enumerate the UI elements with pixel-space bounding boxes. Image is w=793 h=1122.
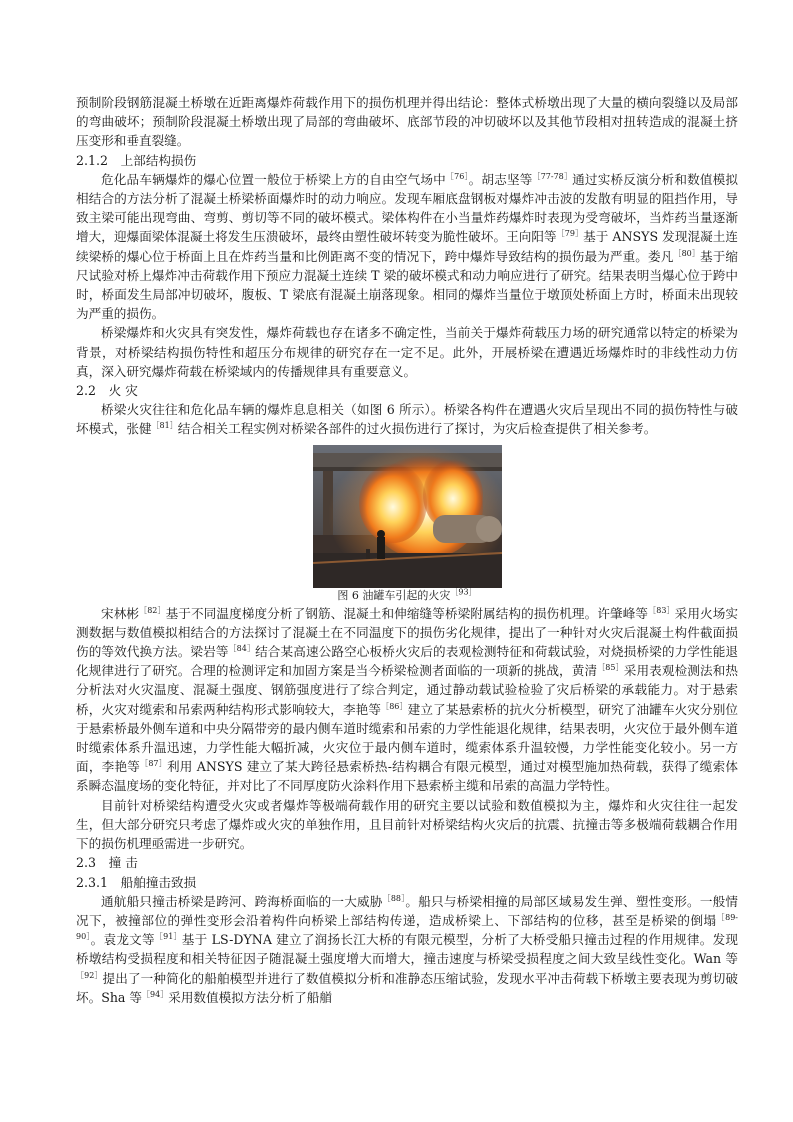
citation: ［87］	[140, 759, 167, 769]
paragraph-fire-research: 宋林彬$^{[82]}$基于不同温度梯度分析了钢筋、混凝土和伸缩缝等桥梁附属结构的损伤机理。许肇峰等$^{[83]}$采用火场实测数据与数值模拟相结合的方法探讨了混凝土在不同温度下的损伤劣化规律，提出了一种针对火灾后混凝土构件截面损伤的等效代换方法。梁岩等$^{[84]}$结合某高速公路空心板桥火灾后的表观检测特征和荷载试验，对烧损桥梁的力学性能退化规律进行了研究。合理的检测评定和加固方案是当今桥梁检测者面临的一项新的挑战，黄清$^{[85]}$采用表观检测法和热分析法对火灾温度、混凝土强度、钢筋强度进行了综合判定，通过静动载试验检验了灾后桥梁的承载能力。对于悬索桥，火灾对缆索和吊索两种结构形式影响较大，李艳等$^{[86]}$建立了某悬索桥的抗火分析模型，研究了油罐车火灾分别位于悬索桥最外侧车道和中央分隔带旁的最内侧车道时缆索和吊索的力学性能退化规律，结果表明，火灾位于最外侧车道时缆索体系升温迅速，力学性能大幅折减，火灾位于最内侧车道时，缆索体系升温较慢，力学性能变化较小。另一方面，李艳等$^{[87]}$利用 ANSYS 建立了某大跨径悬索桥热-结构耦合有限元模型，通过对模型施加热荷载，获得了缆索体系瞬态温度场的变化特征，并对比了不同厚度防火涂料作用下悬索桥主缆和吊索的高温力学特性。	[76, 605, 739, 794]
paragraph-fire-intro: 桥梁火灾往往和危化品车辆的爆炸息息相关（如图 6 所示）。桥梁各构件在遭遇火灾后呈现出不同的损伤特性与破坏模式，张健$^{[81]}$结合相关工程实例对桥梁各部件的过火损伤进行了探讨，为灾后检查提供了相关参考。	[76, 402, 738, 437]
paragraph-explosion-summary: 桥梁爆炸和火灾具有突发性，爆炸荷载也存在诸多不确定性，当前关于爆炸荷载压力场的研究通常以特定的桥梁为背景，对桥梁结构损伤特性和超压分布规律的研究存在一定不足。此外，开展桥梁在遭遇近场爆炸时的非线性动力仿真，深入研究爆炸荷载在桥梁域内的传播规律具有重要意义。	[76, 325, 738, 379]
citation: ［85］	[597, 663, 624, 673]
paragraph-intro: 预制阶段钢筋混凝土桥墩在近距离爆炸荷载作用下的损伤机理并得出结论：整体式桥墩出现了大量的横向裂缝以及局部的弯曲破坏；预制阶段混凝土桥墩出现了局部的弯曲破坏、底部节段的冲切破坏以及其他节段相对扭转造成的混凝土挤压变形和垂直裂缝。	[76, 95, 738, 149]
citation: ［76］	[445, 171, 469, 181]
citation: ［89-90］	[76, 912, 739, 941]
heading-2-2: 2.2 火 灾	[76, 383, 138, 399]
heading-2-1-2: 2.1.2 上部结构损伤	[76, 152, 197, 168]
citation: ［93］	[450, 587, 477, 596]
figure-6	[76, 445, 738, 604]
citation: ［80］	[673, 248, 700, 258]
citation: ［84］	[228, 643, 256, 653]
citation: ［83］	[648, 605, 675, 615]
citation: ［94］	[142, 989, 169, 999]
citation: ［88］	[382, 893, 406, 903]
citation: ［86］	[381, 701, 408, 711]
citation: ［79］	[556, 229, 584, 239]
heading-2-3-1: 2.3.1 船舶撞击致损	[76, 874, 197, 890]
paragraph-superstructure-damage: 危化品车辆爆炸的爆心位置一般位于桥梁上方的自由空气场中$^{[76]}$。胡志坚等$^{[77-78]}$通过实桥反演分析和数值模拟相结合的方法分析了混凝土桥梁桥面爆炸时的动力响应。发现车厢底盘钢板对爆炸冲击波的发散有明显的阻挡作用，导致主梁可能出现弯曲、弯剪、剪切等不同的破坏模式。梁体构件在小当量炸药爆炸时表现为受弯破坏，当炸药当量逐渐增大，迎爆面梁体混凝土将发生压溃破坏，最终由塑性破坏转变为脆性破坏。王向阳等$^{[79]}$基于 ANSYS 发现混凝土连续梁桥的爆心位于桥面上且在炸药当量和比例距离不变的情况下，跨中爆炸导致结构的损伤最为严重。娄凡$^{[80]}$基于缩尺试验对桥上爆炸冲击荷载作用下预应力混凝土连续 T 梁的破坏模式和动力响应进行了研究。结果表明当爆心位于跨中时，桥面发生局部冲切破坏，腹板、T 梁底有混凝土崩落现象。相同的爆炸当量位于墩顶处桥面上方时，桥面未出现较为严重的损伤。	[76, 171, 739, 322]
citation: ［91］	[154, 931, 182, 941]
tanker-fire-photo	[313, 445, 502, 588]
citation: ［92］	[76, 970, 103, 980]
page-body	[76, 93, 738, 1007]
paragraph-fire-summary: 目前针对桥梁结构遭受火灾或者爆炸等极端荷载作用的研究主要以试验和数值模拟为主，爆炸和火灾往往一起发生，但大部分研究只考虑了爆炸或火灾的单独作用，且目前针对桥梁结构火灾后的抗震、抗撞击等多极端荷载耦合作用下的损伤机理亟需进一步研究。	[76, 797, 738, 852]
citation: ［82］	[139, 605, 166, 615]
figure-caption: 图 6 油罐车引起的火灾$^{[93]}$	[337, 587, 477, 602]
citation: ［81］	[151, 421, 178, 431]
heading-2-3: 2.3 撞 击	[76, 855, 138, 871]
paragraph-ship-collision: 通航船只撞击桥梁是跨河、跨海桥面临的一大威胁$^{[88]}$。船只与桥梁相撞的局部区域易发生弹、塑性变形。一般情况下，被撞部位的弹性变形会沿着构件向桥梁上部结构传递，造成桥梁上、下部结构的位移，甚至是桥梁的倒塌$^{[89-90]}$。袁龙文等$^{[91]}$基于 LS-DYNA 建立了润扬长江大桥的有限元模型，分析了大桥受船只撞击过程的作用规律。发现桥墩结构受损程度和相关特征因子随混凝土强度增大而增大，撞击速度与桥梁受损程度之间大致呈线性变化。Wan 等$^{[92]}$提出了一种简化的船舶模型并进行了数值模拟分析和准静态压缩试验，发现水平冲击荷载下桥墩主要表现为剪切破坏。Sha 等$^{[94]}$采用数值模拟方法分析了船艏	[76, 893, 739, 1005]
citation: ［77-78］	[532, 171, 573, 181]
